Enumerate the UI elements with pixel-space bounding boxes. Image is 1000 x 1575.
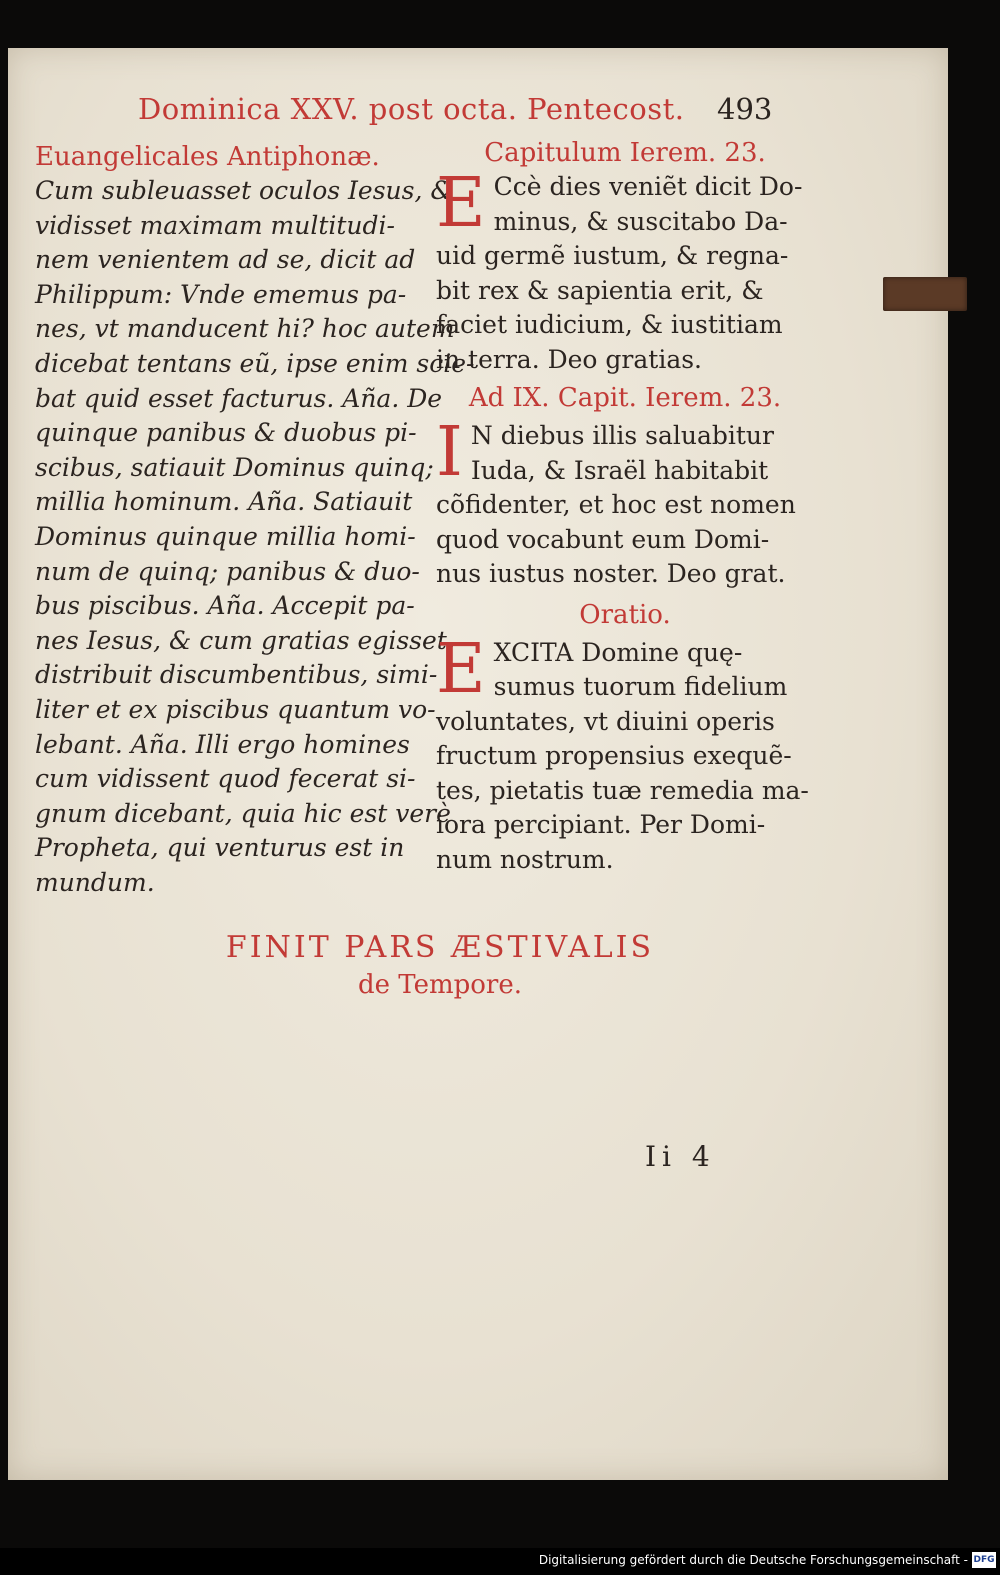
text-line: nem venientem ad se, dicit ad [35,245,416,275]
text-line: lebant. Aña. Illi ergo homines [35,729,410,759]
text-line: minus, & suscitabo Da- [493,206,788,236]
ad-nonam-heading: Ad IX. Capit. Ierem. 23. [468,383,782,413]
drop-cap-initial: E [436,629,486,709]
antiphon-heading: Euangelicales Antiphonæ. [35,142,380,172]
signature-mark: Ii 4 [645,1140,716,1173]
text-line: sumus tuorum fidelium [493,672,788,701]
text-line: bat quid esset facturus. Aña. De [35,383,443,413]
text-line: bit rex & sapientia erit, & [436,275,764,305]
right-column [436,136,814,877]
text-line: Iuda, & Israël habitabit [470,455,769,485]
capitulum-heading: Capitulum Ierem. 23. [484,138,766,168]
text-line: N diebus illis saluabitur [470,421,774,450]
colophon-title: FINIT PARS ÆSTIVALIS [225,930,655,965]
oratio-heading: Oratio. [579,599,671,630]
text-line: fructum propensius exequẽ- [436,741,792,770]
running-head: Dominica XXV. post octa. Pentecost. [138,92,685,126]
text-line: Cum subleuasset oculos Iesus, & [35,176,453,205]
dfg-logo-icon: DFG [972,1552,996,1568]
colophon [100,928,780,1002]
text-line: iora percipiant. Per Domi- [436,810,766,839]
text-line: Dominus quinque millia homi- [35,521,416,551]
text-line: tes, pietatis tuæ remedia ma- [436,775,809,805]
oratio-paragraph [436,629,814,878]
page-tab-marker [883,277,967,311]
text-line: nes, vt manducent hi? hoc autem [35,314,455,344]
text-line: mundum. [35,867,155,897]
text-line: millia hominum. Aña. Satiauit [35,487,413,517]
text-line: XCITA Domine quę- [493,637,743,667]
text-line: liter et ex piscibus quantum vo- [35,694,436,724]
text-line: cõfidenter, et hoc est nomen [436,490,796,519]
text-line: bus piscibus. Aña. Accepit pa- [35,591,415,621]
text-line: distribuit discumbentibus, simi- [35,660,438,690]
page-number: 493 [717,92,773,126]
text-line: nus iustus noster. Deo grat. [436,559,786,588]
text-line: quod vocabunt eum Domi- [436,524,770,554]
ad-nonam-paragraph [436,413,814,592]
text-line: faciet iudicium, & iustitiam [436,310,783,339]
text-line: scibus, satiauit Dominus quinq; [35,452,434,482]
text-line: voluntates, vt diuini operis [436,706,775,736]
drop-cap-initial: E [436,164,486,243]
text-line: nes Iesus, & cum gratias egisset, [35,625,455,655]
text-line: cum vidissent quod fecerat si- [35,764,416,794]
text-line: Propheta, qui venturus est in [35,833,405,863]
text-line: in terra. Deo gratias. [436,344,703,374]
digitization-footer [0,1548,1000,1575]
text-line: num de quinq; panibus & duo- [35,556,420,586]
funding-credit: Digitalisierung gefördert durch die Deutsche Forschungsgemeinschaft - [538,1553,968,1567]
capitulum-paragraph [436,164,814,377]
text-line: Philippum: Vnde ememus pa- [35,279,407,309]
text-line: vidisset maximam multitudi- [35,210,395,240]
text-line: gnum dicebant, quia hic est verè [35,798,451,828]
drop-cap-initial: I [436,413,463,492]
text-line: num nostrum. [436,844,614,874]
text-line: dicebat tentans eũ, ipse enim scie- [35,348,475,378]
text-line: quinque panibus & duobus pi- [35,418,417,448]
colophon-subtitle: de Tempore. [357,970,523,1000]
text-line: Ccè dies veniẽt dicit Do- [493,172,803,201]
left-column [35,140,475,900]
text-line: uid germẽ iustum, & regna- [436,241,789,270]
